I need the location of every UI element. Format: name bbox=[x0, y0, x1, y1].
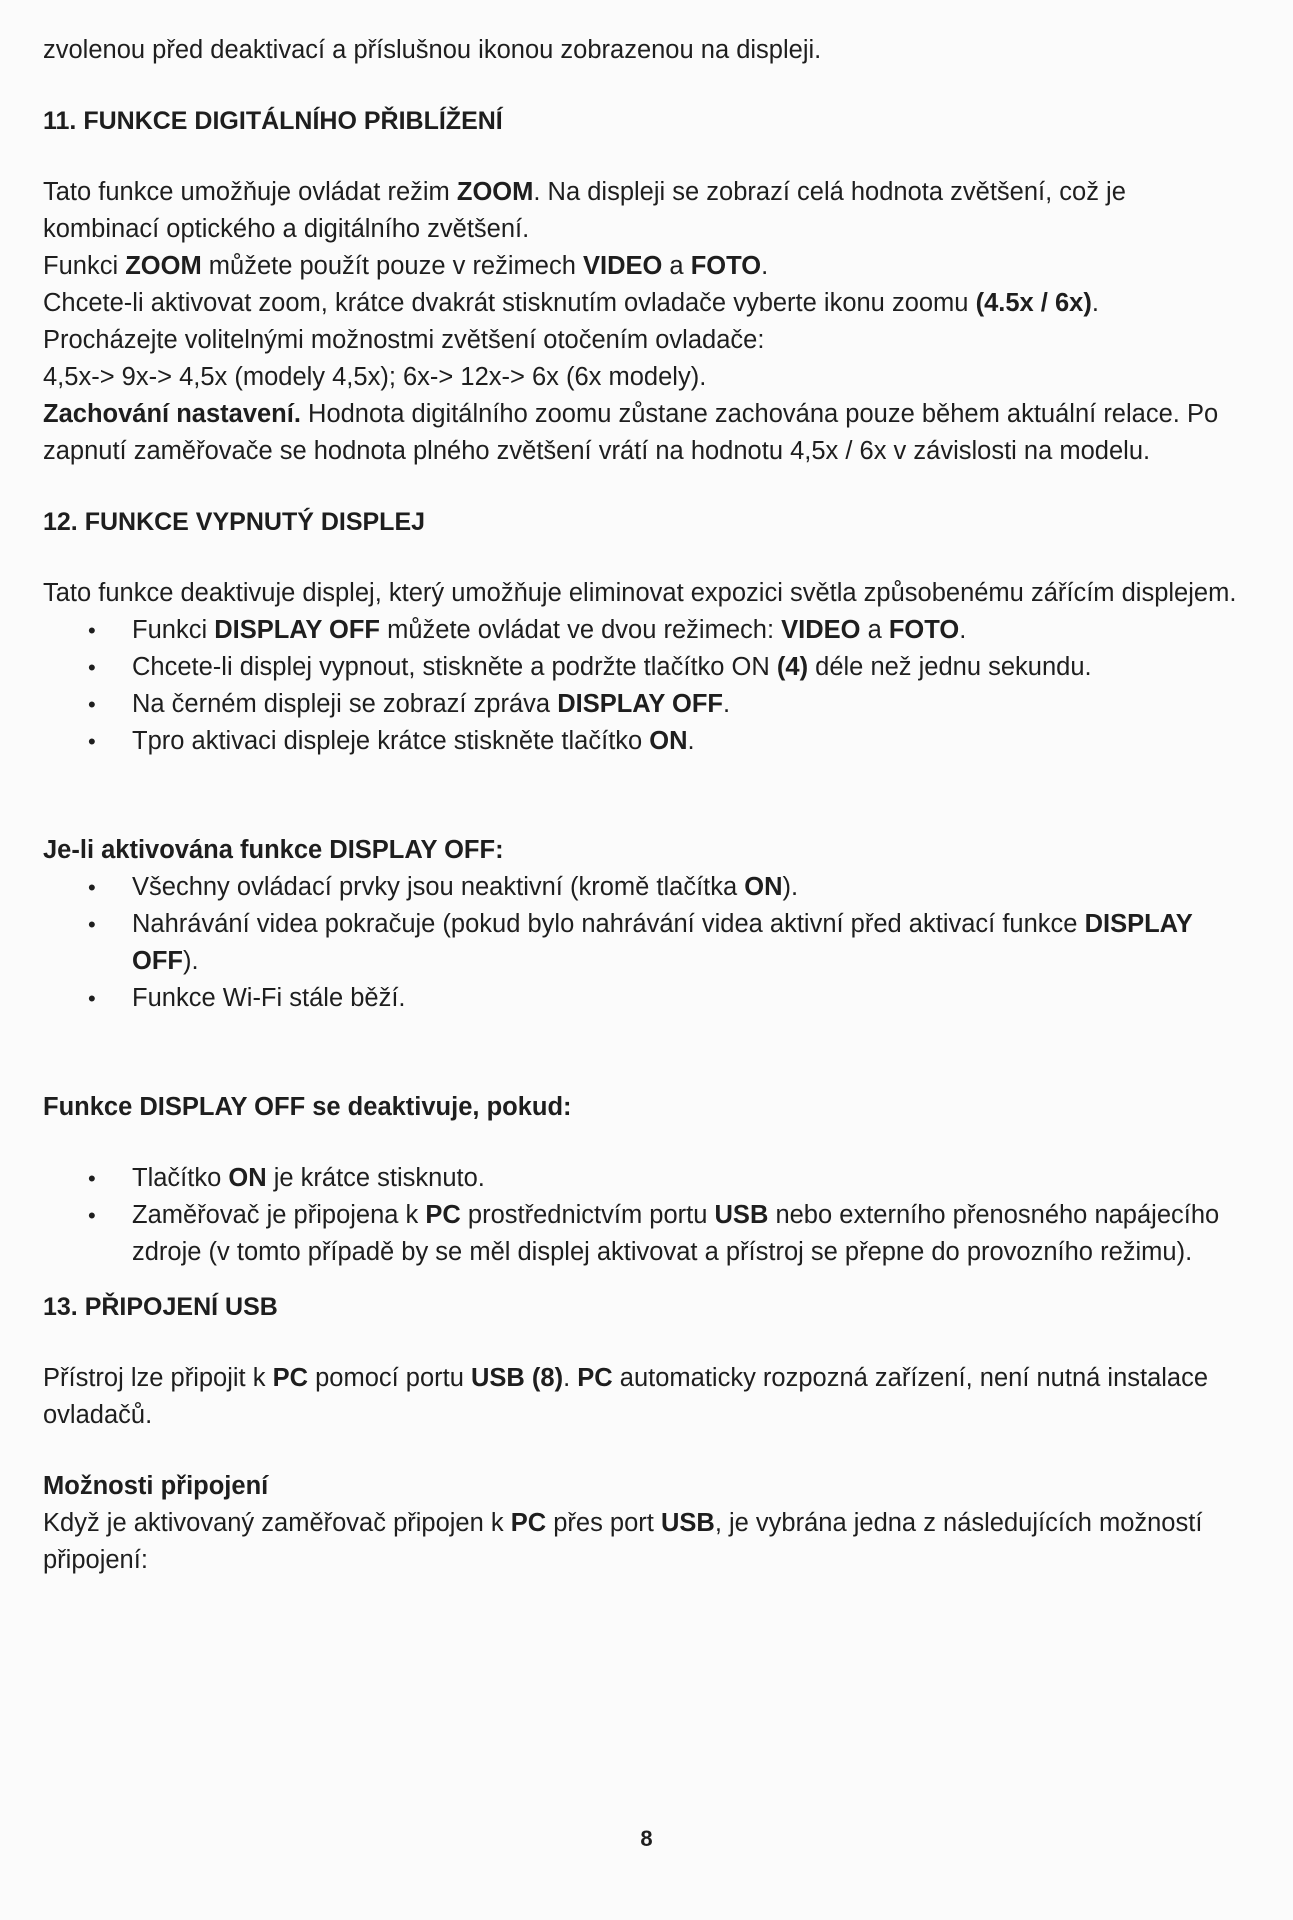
page-number: 8 bbox=[640, 1826, 653, 1851]
list-item: • Chcete-li displej vypnout, stiskněte a podržte tlačítko ON (4) déle než jednu sekundu. bbox=[43, 649, 1243, 686]
display-off-deactivation-heading: Funkce DISPLAY OFF se deaktivuje, pokud: bbox=[43, 1093, 572, 1121]
list-item: • Na černém displeji se zobrazí zpráva DISPLAY OFF. bbox=[43, 686, 1243, 723]
s13-paragraph-2: Když je aktivovaný zaměřovač připojen k PC přes port USB, je vybrána jedna z následujících možností připojení: bbox=[43, 1509, 1203, 1574]
s11-paragraph-5: 4,5x-> 9x-> 4,5x (modely 4,5x); 6x-> 12x-> 6x (6x modely). bbox=[43, 363, 707, 391]
section-12-heading: 12. FUNKCE VYPNUTÝ DISPLEJ bbox=[43, 508, 426, 536]
list-item: • Tlačítko ON je krátce stisknuto. bbox=[43, 1160, 1243, 1197]
list-item: • Všechny ovládací prvky jsou neaktivní (kromě tlačítka ON). bbox=[43, 869, 1243, 906]
s13-paragraph-1: Přístroj lze připojit k PC pomocí portu USB (8). PC automaticky rozpozná zařízení, není nutná instalace ovladačů. bbox=[43, 1364, 1209, 1429]
s11-paragraph-4: Procházejte volitelnými možnostmi zvětšení otočením ovladače: bbox=[43, 326, 765, 354]
display-off-active-list bbox=[43, 869, 1243, 1017]
list-item: • Funkce Wi-Fi stále běží. bbox=[43, 980, 1243, 1017]
s11-paragraph-6: Zachování nastavení. Hodnota digitálního zoomu zůstane zachována pouze během aktuální relace. Po zapnutí zaměřovače se hodnota plného zvětšení vrátí na hodnotu 4,5x / 6x v závislosti na modelu. bbox=[43, 400, 1219, 465]
s11-paragraph-1: Tato funkce umožňuje ovládat režim ZOOM. Na displeji se zobrazí celá hodnota zvětšení, což je kombinací optického a digitálního zvětšení. bbox=[43, 178, 1126, 243]
s11-paragraph-3: Chcete-li aktivovat zoom, krátce dvakrát stisknutím ovladače vyberte ikonu zoomu (4.5x / 6x). bbox=[43, 289, 1099, 317]
s12-bullet-list bbox=[43, 612, 1243, 760]
connection-options-heading: Možnosti připojení bbox=[43, 1472, 269, 1500]
s12-paragraph-1: Tato funkce deaktivuje displej, který umožňuje eliminovat expozici světla způsobenému zářícím displejem. bbox=[43, 579, 1237, 607]
display-off-deactivation-list bbox=[43, 1160, 1243, 1271]
list-item: • Tpro aktivaci displeje krátce stiskněte tlačítko ON. bbox=[43, 723, 1243, 760]
section-11-heading: 11. FUNKCE DIGITÁLNÍHO PŘIBLÍŽENÍ bbox=[43, 107, 503, 135]
section-13-heading: 13. PŘIPOJENÍ USB bbox=[43, 1293, 278, 1321]
list-item: • Nahrávání videa pokračuje (pokud bylo nahrávání videa aktivní před aktivací funkce DISPLAY OFF). bbox=[43, 906, 1243, 980]
s11-paragraph-2: Funkci ZOOM můžete použít pouze v režimech VIDEO a FOTO. bbox=[43, 252, 769, 280]
list-item: • Zaměřovač je připojena k PC prostřednictvím portu USB nebo externího přenosného napájecího zdroje (v tomto případě by se měl displej aktivovat a přístroj se přepne do provozního režimu). bbox=[43, 1197, 1243, 1271]
display-off-active-heading: Je-li aktivována funkce DISPLAY OFF: bbox=[43, 836, 504, 864]
list-item: • Funkci DISPLAY OFF můžete ovládat ve dvou režimech: VIDEO a FOTO. bbox=[43, 612, 1243, 649]
page-content bbox=[43, 32, 1243, 1579]
intro-line: zvolenou před deaktivací a příslušnou ikonou zobrazenou na displeji. bbox=[43, 36, 822, 64]
